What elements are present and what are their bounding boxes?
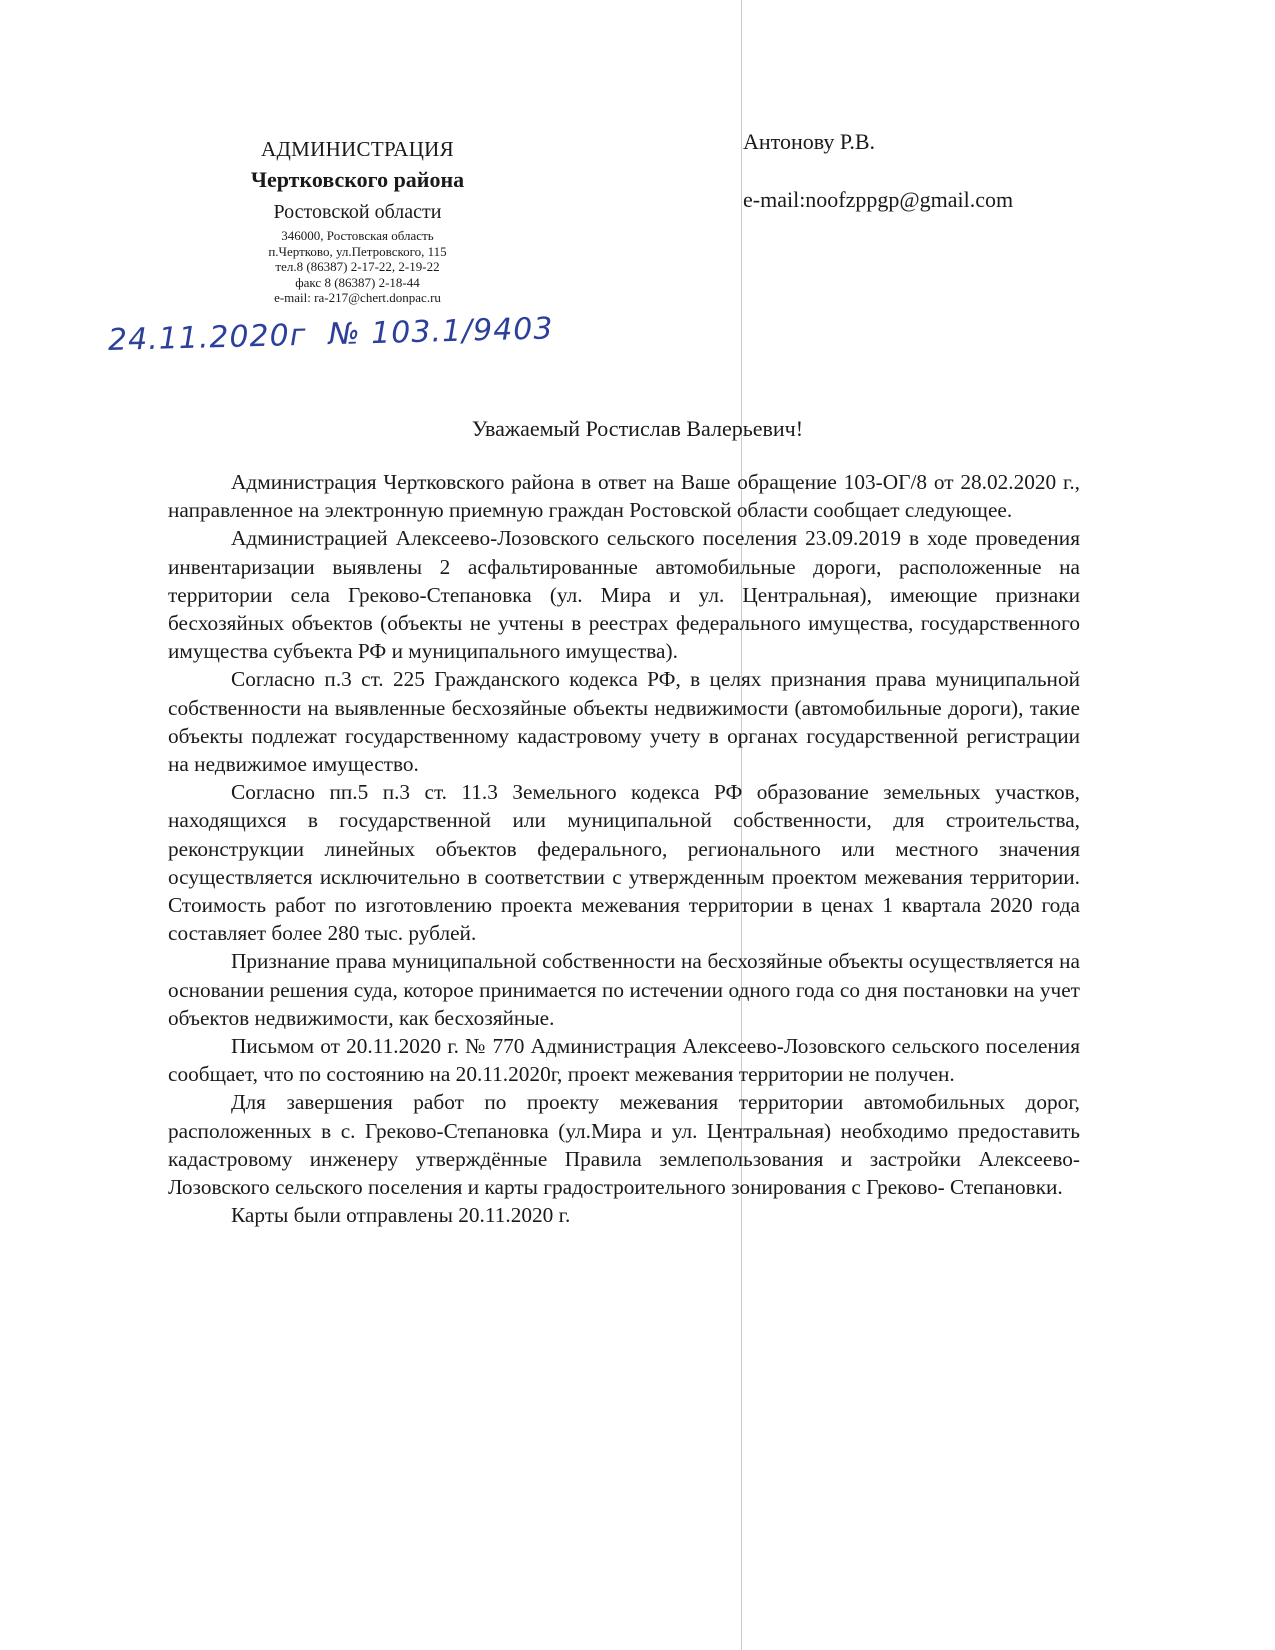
body-paragraph: Для завершения работ по проекту межевания территории автомобильных дорог, расположенных в с. Греково-Степановка (ул.Мира и ул. Центральная) необходимо предоставить кадастровому инженеру утверждённые Правила землепользования и застройки Алексеево-Лозовского сельского поселения и карты градостроительного зонирования с Греково- Степановки. xyxy=(168,1090,1080,1200)
sender-phone: тел.8 (86387) 2-17-22, 2-19-22 xyxy=(275,259,440,274)
sender-email: e-mail: ra-217@chert.donpac.ru xyxy=(274,290,441,305)
body-paragraph: Администрацией Алексеево-Лозовского сельского поселения 23.09.2019 в ходе проведения инвентаризации выявлены 2 асфальтированные автомобильные дороги, расположенные на территории села Греково-Степановка (ул. Мира и ул. Центральная), имеющие признаки бесхозяйных объектов (объекты не учтены в реестрах федерального имущества, государственного имущества субъекта РФ и муниципального имущества). xyxy=(168,526,1080,664)
salutation: Уважаемый Ростислав Валерьевич! xyxy=(471,416,804,441)
registration-date: 24.11.2020г xyxy=(107,317,307,358)
body-paragraph: Признание права муниципальной собственности на бесхозяйные объекты осуществляется на основании решения суда, которое принимается по истечении одного года со дня постановки на учет объектов недвижимости, как бесхозяйные. xyxy=(168,949,1080,1030)
registration-stamp xyxy=(108,311,554,358)
sender-fax: факс 8 (86387) 2-18-44 xyxy=(295,274,420,290)
registration-number: № 103.1/9403 xyxy=(327,311,554,353)
recipient-email: e-mail:noofzppgp@gmail.com xyxy=(743,187,1014,212)
body-paragraph: Администрация Чертковского района в ответ на Ваше обращение 103-ОГ/8 от 28.02.2020 г., направленное на электронную приемную граждан Ростовской области сообщает следующее. xyxy=(168,470,1080,523)
body-paragraph: Письмом от 20.11.2020 г. № 770 Администрация Алексеево-Лозовского сельского поселения сообщает, что по состоянию на 20.11.2020г, проект межевания территории не получен. xyxy=(168,1034,1080,1087)
sender-region: Ростовской области xyxy=(273,201,442,223)
sender-district: Чертковского района xyxy=(250,167,465,192)
letter-body xyxy=(168,468,1080,1229)
recipient-block xyxy=(743,127,1013,215)
body-paragraph: Согласно п.3 ст. 225 Гражданского кодекса РФ, в целях признания права муниципальной собственности на выявленные бесхозяйные объекты недвижимости (автомобильные дороги), такие объекты подлежат государственному кадастровому учету в органах государственной регистрации на недвижимое имущество. xyxy=(168,667,1080,777)
sender-org: АДМИНИСТРАЦИЯ xyxy=(261,137,454,161)
body-paragraph: Карты были отправлены 20.11.2020 г. xyxy=(231,1203,571,1228)
sender-letterhead xyxy=(200,134,515,306)
sender-address-line2: п.Чертково, ул.Петровского, 115 xyxy=(268,243,447,259)
recipient-name: Антонову Р.В. xyxy=(743,129,876,154)
body-paragraph: Согласно пп.5 п.3 ст. 11.3 Земельного кодекса РФ образование земельных участков, находящихся в государственной или муниципальной собственности, для строительства, реконструкции линейных объектов федерального, регионального или местного значения осуществляется исключительно в соответствии с утвержденным проектом межевания территории. Стоимость работ по изготовлению проекта межевания территории в ценах 1 квартала 2020 года составляет более 280 тыс. рублей. xyxy=(168,780,1080,946)
sender-address-line1: 346000, Ростовская область xyxy=(281,228,434,243)
